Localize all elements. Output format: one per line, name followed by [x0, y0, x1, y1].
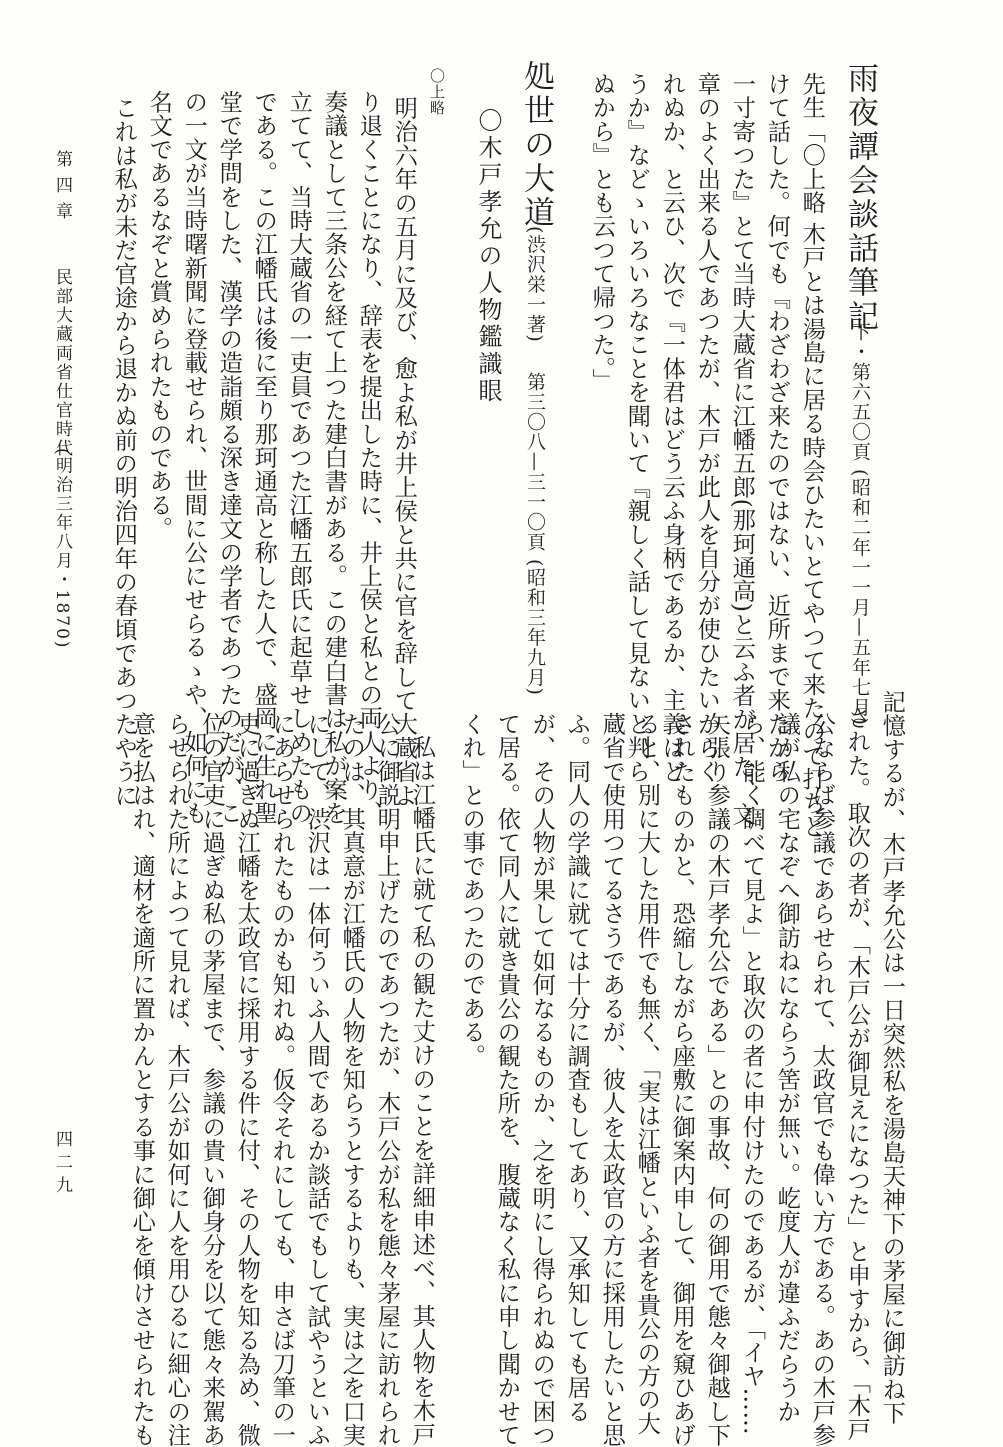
- running-head-title: 民部大蔵両省仕官時代: [52, 268, 72, 458]
- section-1-line: れぬか、と云ひ、次で『一体君はどう云ふ身柄であるか、主義はど: [658, 72, 686, 783]
- section-3-line: 記憶するが、木戸孝允公は一日突然私を湯島天神下の茅屋に御訪ね下: [878, 690, 906, 1425]
- section-1-line: 章のよく出来る人であつたが、木戸が此人を自分が使ひたいからく: [693, 72, 721, 783]
- section-3-line: て居る。依て同人に就き貴公の観た所を、腹蔵なく私に申し聞かせて: [493, 712, 521, 1447]
- section-2-line: 名文であるなぞと賞められたものである。: [145, 90, 173, 541]
- section-3-line: 矢張り参議の木戸孝允公である」との事故、何の御用で態々御越し下: [703, 712, 731, 1447]
- section-3-line: 議が私の宅なぞへ御訪ねにならう筈が無い。屹度人が違ふだらうか: [773, 712, 801, 1423]
- section-1-line: ぬから』とも云つて帰つた。」: [588, 72, 616, 393]
- section-3-line: 公ならば参議であらせられて、太政官でも偉い方である。あの木戸参: [808, 712, 836, 1447]
- section-1-line: うか』などゝいろいろなことを聞いて『親しく話して見ないと判ら: [623, 72, 651, 783]
- section-3-line: たのは、其真意が江幡氏の人物を知らうとするよりも、実は之を口実: [338, 712, 366, 1447]
- section-2-line: 堂で学問をした、漢学の造詣頗る深き達文の学者であつたのだが、こ: [215, 90, 243, 825]
- section-3-line: ると、別に大した用件でも無く、「実は江幡といふ者を貴公の方の大: [633, 712, 661, 1436]
- section-3-line: された。取次の者が、「木戸公が御見えになつた」と申すから、「木戸: [843, 706, 871, 1442]
- section-2-title: 処世の大道: [518, 60, 554, 230]
- section-3-line: くれ」との事であつたのである。: [458, 712, 486, 1068]
- section-1-line: 一寸寄つた』とて当時大蔵省に江幡五郎(那珂通高)と云ふ者が居た、文: [728, 72, 756, 826]
- section-2-line: 明治六年の五月に及び、愈よ私が井上侯と共に官を辞して大蔵省よ: [390, 96, 418, 807]
- section-2-line: の一文が当時曙新聞に登載せられ、世間に公にせらるゝや、如何にも: [180, 90, 208, 825]
- section-2-line: 立てて、当時大蔵省の一吏員であつた江幡五郎氏に起草せしめたもの: [285, 90, 313, 825]
- section-3-line: ら、能く調べて見よ」と取次の者に申付けたのであるが、「イヤ……: [738, 712, 766, 1436]
- section-3-line: 位の官吏に過ぎぬ私の茅屋まで、参議の貴い御身分を以て態々来駕あ: [198, 712, 226, 1447]
- section-3-line: にあらせられたものかも知れぬ。仮令それにしても、申さば刀筆の一: [268, 712, 296, 1447]
- omission-mark: 〇上略: [428, 68, 446, 116]
- section-3-line: 蔵省で使用つてるさうであるが、彼人を太政官の方に採用したいと思: [598, 712, 626, 1447]
- section-3-line: 意を払はれ、適材を適所に置かんとする事に御心を傾けさせられたも: [128, 712, 156, 1447]
- section-3-line: らせられた所によつて見れば、木戸公が如何に人を用ひるに細心の注: [163, 712, 191, 1447]
- section-3-line: が、その人物が果して如何なるものか、之を明にし得られぬので困つ: [528, 712, 556, 1447]
- section-2-line: り退くことになり、辞表を提出した時に、井上侯と私との両人より、: [355, 90, 383, 825]
- section-1-line: 先生「〇上略 木戸とは湯島に居る時会ひたいとてやつて来たので打ちと: [798, 72, 826, 839]
- section-2-line: これは私が未だ官途から退かぬ前の明治四年の春頃であつたやうに: [110, 96, 138, 807]
- section-1-line: けて話した。何でも『わざわざ来たのではない、近所まで来たから: [763, 72, 791, 783]
- section-2-line: 奏議として三条公を経て上つた建白書がある。この建白書は私が案を: [320, 90, 348, 825]
- page-number: 四二九: [52, 1130, 72, 1199]
- section-3-line: にして、渋沢は一体何ういふ人間であるか談話でもして試やうといふ: [303, 712, 331, 1447]
- section-3-line: されたものかと、恐縮しながら座敷に御案内申して、御用を窺ひあげ: [668, 712, 696, 1447]
- section-3-line: 私は江幡氏に就て私の観た丈けのことを詳細申述べ、其人物を木戸: [408, 735, 436, 1446]
- section-1-citation: 下・第六五〇頁 (昭和二年一一月—五年七月): [849, 322, 871, 726]
- section-3-line: 吏に過ぎぬ江幡を太政官に採用する件に付、その人物を知る為め、微: [233, 712, 261, 1447]
- section-3-line: ふ。同人の学識に就ては十分に調査もしてあり、又承知しても居る: [563, 712, 591, 1423]
- section-2-subtitle: 〇木戸孝允の人物鑑識眼: [474, 108, 502, 405]
- running-head-period: (明治三年八月・1870): [52, 448, 72, 650]
- section-2-line: である。この江幡氏は後に至り那珂通高と称した人で、盛岡に生れ聖: [250, 90, 278, 825]
- section-2-citation: 第三〇八—三一〇頁 (昭和三年九月): [524, 372, 546, 696]
- running-head-chapter: 第四章: [52, 150, 72, 228]
- section-3-line: 公に御説明申上げたのであつたが、木戸公が私を態々茅屋に訪れられ: [373, 712, 401, 1447]
- section-1-title: 雨夜譚会談話筆記: [842, 62, 878, 334]
- section-2-author: (渋沢栄一著): [524, 226, 546, 343]
